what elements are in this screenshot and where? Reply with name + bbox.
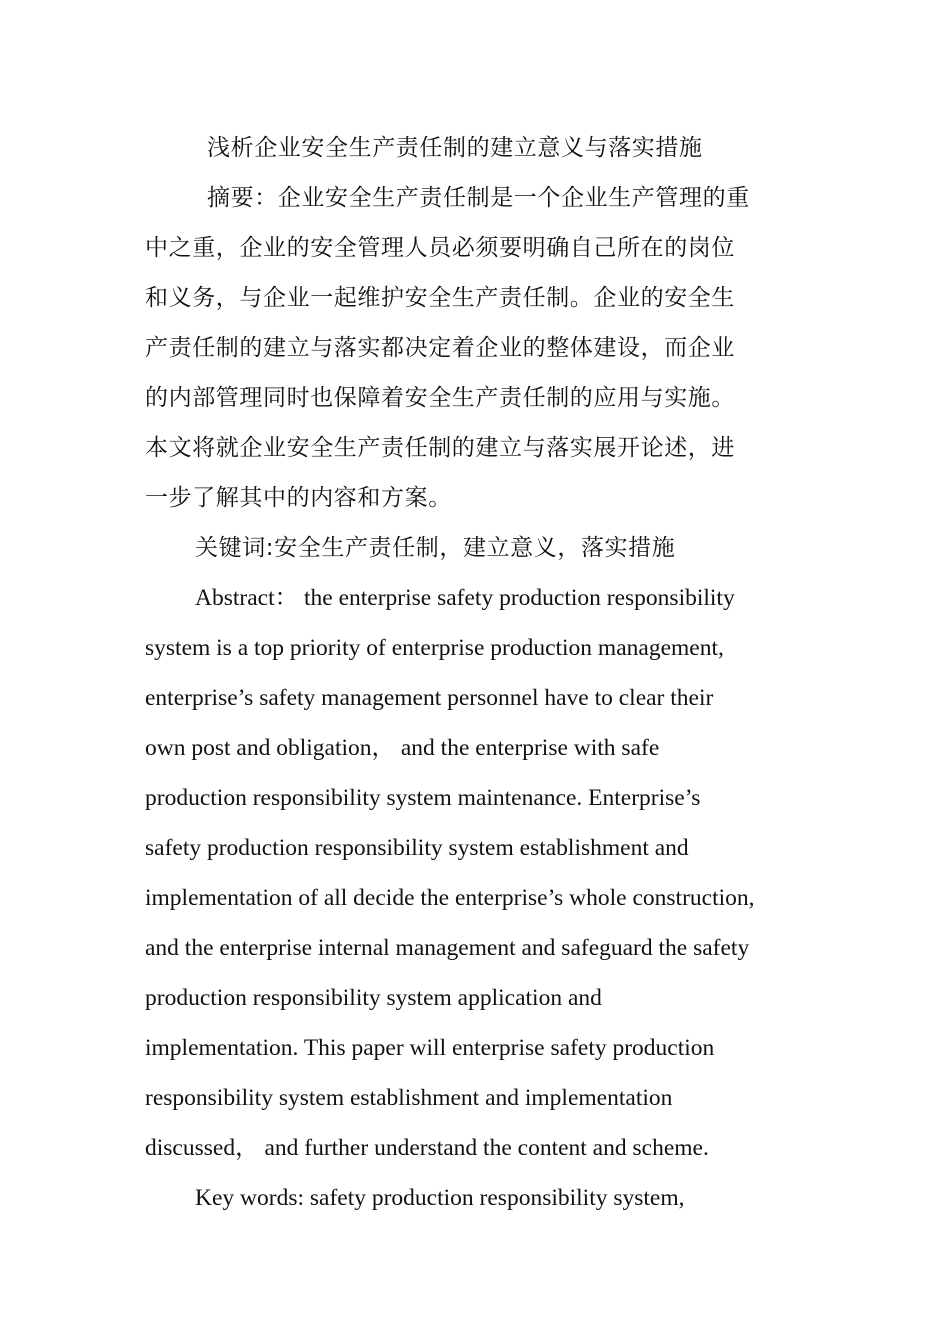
keywords-en: Key words: safety production responsibility system, (195, 1185, 685, 1211)
abstract-en-line: enterprise’s safety management personnel have to clear their (145, 685, 714, 711)
keywords-cn: 关键词:安全生产责任制，建立意义，落实措施 (195, 535, 676, 561)
abstract-cn-line: 产责任制的建立与落实都决定着企业的整体建设，而企业 (145, 335, 735, 361)
abstract-en-line: safety production responsibility system establishment and (145, 835, 689, 861)
document-title: 浅析企业安全生产责任制的建立意义与落实措施 (207, 135, 703, 161)
abstract-en-line: production responsibility system application and (145, 985, 602, 1011)
abstract-en-line: system is a top priority of enterprise production management, (145, 635, 724, 661)
abstract-cn-line: 和义务，与企业一起维护安全生产责任制。企业的安全生 (145, 285, 735, 311)
abstract-cn-line: 本文将就企业安全生产责任制的建立与落实展开论述，进 (145, 435, 735, 461)
abstract-en-line: implementation. This paper will enterprise safety production (145, 1035, 715, 1061)
abstract-en-line: responsibility system establishment and implementation (145, 1085, 673, 1111)
abstract-en-line: discussed， and further understand the content and scheme. (145, 1135, 709, 1161)
abstract-cn-line: 中之重，企业的安全管理人员必须要明确自己所在的岗位 (145, 235, 735, 261)
abstract-en-line: production responsibility system maintenance. Enterprise’s (145, 785, 701, 811)
abstract-cn-line: 一步了解其中的内容和方案。 (145, 485, 452, 511)
abstract-cn-line: 摘要：企业安全生产责任制是一个企业生产管理的重 (207, 185, 750, 211)
abstract-en-line: Abstract： the enterprise safety production responsibility (195, 585, 735, 611)
abstract-cn-line: 的内部管理同时也保障着安全生产责任制的应用与实施。 (145, 385, 735, 411)
abstract-en-line: own post and obligation， and the enterprise with safe (145, 735, 660, 761)
abstract-en-line: and the enterprise internal management and safeguard the safety (145, 935, 750, 961)
abstract-en-line: implementation of all decide the enterprise’s whole construction, (145, 885, 755, 911)
